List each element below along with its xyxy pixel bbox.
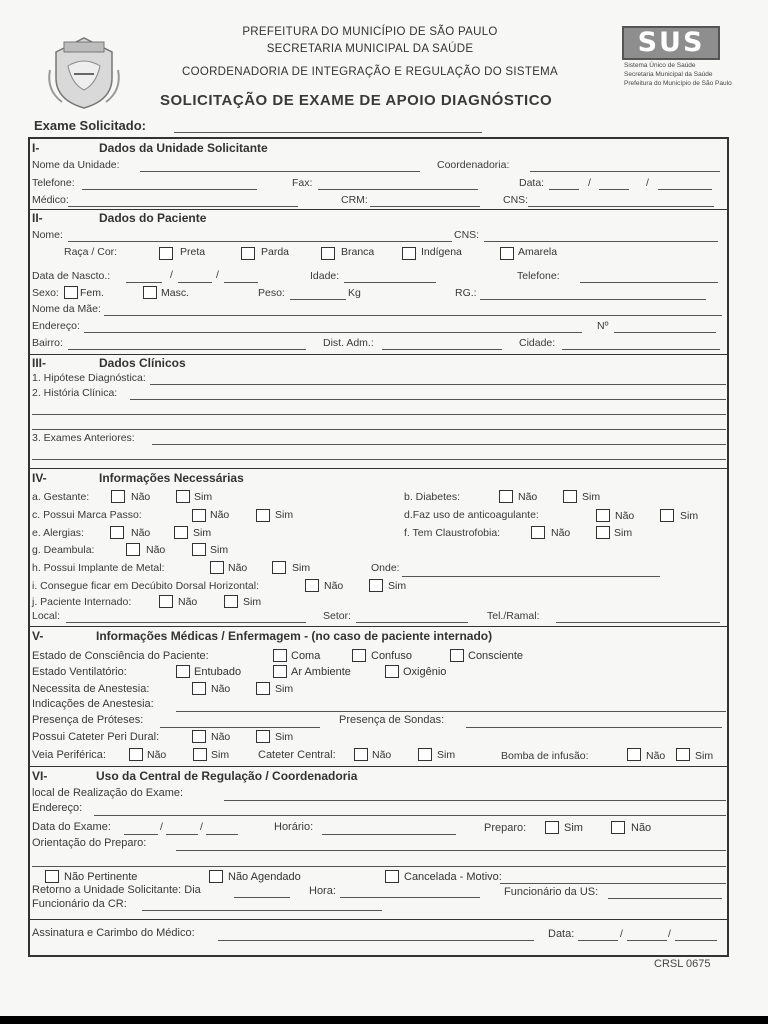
exam-time-field[interactable] <box>322 834 456 835</box>
exam-address-label: Endereço: <box>32 802 83 814</box>
metal-implant-yes-label: Sim <box>292 562 311 574</box>
section-2-title: Dados do Paciente <box>99 211 207 225</box>
anesthesia-no-label: Não <box>211 683 231 695</box>
epidural-no-checkbox[interactable] <box>192 730 206 743</box>
allergies-yes-label: Sim <box>193 527 212 539</box>
diagnosis-hypothesis-field[interactable] <box>150 384 726 385</box>
inpatient-no-checkbox[interactable] <box>159 595 173 608</box>
allergies-label: e. Alergias: <box>32 527 84 539</box>
anesthesia-indications-label: Indicações de Anestesia: <box>32 698 154 710</box>
not-scheduled-checkbox[interactable] <box>209 870 223 883</box>
previous-exams-label: 3. Exames Anteriores: <box>32 432 135 444</box>
anesthesia-needed-label: Necessita de Anestesia: <box>32 683 150 695</box>
patient-cns-field[interactable] <box>484 241 718 242</box>
walks-no-label: Não <box>146 544 166 556</box>
race-preta-checkbox[interactable] <box>159 247 173 260</box>
clinical-history-line-3[interactable] <box>32 429 726 430</box>
allergies-no-checkbox[interactable] <box>110 526 124 539</box>
clinical-history-line-2[interactable] <box>32 414 726 415</box>
central-catheter-no-label: Não <box>372 749 392 761</box>
inpatient-label: j. Paciente Internado: <box>32 596 132 608</box>
peripheral-vein-yes-label: Sim <box>211 749 230 761</box>
cr-employee-field[interactable] <box>142 910 382 911</box>
weight-unit: Kg <box>348 287 361 299</box>
coordination-label: Coordenadoria: <box>437 159 510 171</box>
exam-location-label: local de Realização do Exame: <box>32 787 184 799</box>
rg-field[interactable] <box>480 299 706 300</box>
race-preta-label: Preta <box>180 246 206 258</box>
exam-month-field[interactable] <box>166 834 198 835</box>
address-number-label: Nº <box>597 320 609 332</box>
return-time-field[interactable] <box>340 897 480 898</box>
diagnosis-hypothesis-label: 1. Hipótese Diagnóstica: <box>32 372 146 384</box>
preparation-guidance-line-2[interactable] <box>32 866 726 867</box>
race-label: Raça / Cor: <box>64 246 118 258</box>
consciousness-coma-label: Coma <box>291 650 321 662</box>
cr-employee-label: Funcionário da CR: <box>32 898 127 910</box>
sus-subtitle-2: Secretaria Municipal da Saúde <box>624 71 713 78</box>
preparation-guidance-field[interactable] <box>176 850 726 851</box>
signature-year-field[interactable] <box>675 940 717 941</box>
race-indigena-checkbox[interactable] <box>402 247 416 260</box>
claustrophobia-no-label: Não <box>551 527 571 539</box>
district-field[interactable] <box>382 349 502 350</box>
diabetes-label: b. Diabetes: <box>404 491 461 503</box>
age-label: Idade: <box>310 270 340 282</box>
anticoagulant-no-label: Não <box>615 510 635 522</box>
claustrophobia-yes-checkbox[interactable] <box>596 526 610 539</box>
location-field[interactable] <box>66 622 306 623</box>
diabetes-no-label: Não <box>518 491 538 503</box>
unit-date-slash-1: / <box>588 177 591 189</box>
section-divider <box>28 354 729 355</box>
unit-name-field[interactable] <box>140 171 420 172</box>
supine-position-no-checkbox[interactable] <box>305 579 319 592</box>
coordination-field[interactable] <box>530 171 720 172</box>
rg-label: RG.: <box>455 287 477 299</box>
unit-phone-field[interactable] <box>82 189 257 190</box>
infusion-pump-no-label: Não <box>646 750 666 762</box>
claustrophobia-label: f. Tem Claustrofobia: <box>404 527 501 539</box>
anesthesia-yes-checkbox[interactable] <box>256 682 270 695</box>
section-1-number: I- <box>32 141 40 155</box>
section-1-title: Dados da Unidade Solicitante <box>99 141 268 155</box>
birth-date-slash-1: / <box>170 269 173 281</box>
exam-address-field[interactable] <box>94 815 726 816</box>
neighborhood-field[interactable] <box>68 349 306 350</box>
exam-location-field[interactable] <box>224 800 726 801</box>
city-label: Cidade: <box>519 337 556 349</box>
ventilation-room-air-label: Ar Ambiente <box>291 666 351 678</box>
anticoagulant-no-checkbox[interactable] <box>596 509 610 522</box>
location-label: Local: <box>32 610 61 622</box>
sus-subtitle-1: Sistema Único de Saúde <box>624 62 696 69</box>
infusion-pump-yes-checkbox[interactable] <box>676 748 690 761</box>
section-5-number: V- <box>32 629 44 643</box>
exam-requested-field[interactable] <box>174 132 482 133</box>
header-line-2: SECRETARIA MUNICIPAL DA SAÚDE <box>266 43 474 55</box>
neighborhood-label: Bairro: <box>32 337 63 349</box>
address-label: Endereço: <box>32 320 80 332</box>
scan-bottom-edge <box>0 1016 768 1024</box>
unit-date-year-field[interactable] <box>658 189 712 190</box>
anesthesia-yes-label: Sim <box>275 683 294 695</box>
city-field[interactable] <box>562 349 720 350</box>
address-number-field[interactable] <box>614 332 716 333</box>
preparation-yes-checkbox[interactable] <box>545 821 559 834</box>
unit-phone-label: Telefone: <box>32 177 75 189</box>
unit-date-month-field[interactable] <box>599 189 629 190</box>
us-employee-label: Funcionário da US: <box>504 886 599 898</box>
signature-day-field[interactable] <box>578 940 618 941</box>
metal-implant-no-label: Não <box>228 562 248 574</box>
pacemaker-no-checkbox[interactable] <box>192 509 206 522</box>
exam-date-slash-2: / <box>200 821 203 833</box>
prostheses-field[interactable] <box>160 727 320 728</box>
supine-position-yes-label: Sim <box>388 580 407 592</box>
patient-name-label: Nome: <box>32 229 63 241</box>
header-line-3: COORDENADORIA DE INTEGRAÇÃO E REGULAÇÃO DO SISTEMA <box>181 66 559 78</box>
section-3-title: Dados Clínicos <box>99 356 186 370</box>
inpatient-yes-checkbox[interactable] <box>224 595 238 608</box>
claustrophobia-yes-label: Sim <box>614 527 633 539</box>
central-catheter-yes-checkbox[interactable] <box>418 748 432 761</box>
pregnant-yes-checkbox[interactable] <box>176 490 190 503</box>
pregnant-yes-label: Sim <box>194 491 213 503</box>
section-divider <box>28 209 729 210</box>
phone-extension-field[interactable] <box>556 622 720 623</box>
return-day-field[interactable] <box>234 897 290 898</box>
section-6-number: VI- <box>32 769 48 783</box>
diabetes-no-checkbox[interactable] <box>499 490 513 503</box>
previous-exams-field[interactable] <box>152 444 726 445</box>
preparation-guidance-label: Orientação do Preparo: <box>32 837 147 849</box>
epidural-catheter-label: Possui Cateter Peri Dural: <box>32 731 160 743</box>
preparation-label: Preparo: <box>484 822 527 834</box>
central-catheter-yes-label: Sim <box>437 749 456 761</box>
peripheral-vein-no-checkbox[interactable] <box>129 748 143 761</box>
anticoagulant-label: d.Faz uso de anticoagulante: <box>404 509 539 521</box>
unit-name-label: Nome da Unidade: <box>32 159 120 171</box>
pregnant-label: a. Gestante: <box>32 491 90 503</box>
section-divider <box>28 766 729 767</box>
sex-label: Sexo: <box>32 287 59 299</box>
exam-day-field[interactable] <box>124 834 158 835</box>
birth-month-field[interactable] <box>178 282 212 283</box>
anticoagulant-yes-label: Sim <box>680 510 699 522</box>
return-time-label: Hora: <box>309 885 336 897</box>
sus-logo: SUS <box>622 26 720 60</box>
walks-label: g. Deambula: <box>32 544 95 556</box>
patient-phone-label: Telefone: <box>517 270 560 282</box>
pacemaker-yes-checkbox[interactable] <box>256 509 270 522</box>
section-3-number: III- <box>32 356 46 370</box>
fax-label: Fax: <box>292 177 313 189</box>
signature-field[interactable] <box>218 940 534 941</box>
page-title: SOLICITAÇÃO DE EXAME DE APOIO DIAGNÓSTICO <box>160 92 553 109</box>
unit-date-day-field[interactable] <box>549 189 579 190</box>
clinical-history-label: 2. História Clínica: <box>32 387 118 399</box>
anesthesia-no-checkbox[interactable] <box>192 682 206 695</box>
infusion-pump-label: Bomba de infusão: <box>501 750 589 762</box>
age-field[interactable] <box>344 282 436 283</box>
patient-name-field[interactable] <box>68 241 452 242</box>
inpatient-no-label: Não <box>178 596 198 608</box>
supine-position-yes-checkbox[interactable] <box>369 579 383 592</box>
ventilation-room-air-checkbox[interactable] <box>273 665 287 678</box>
walks-yes-label: Sim <box>210 544 229 556</box>
anticoagulant-yes-checkbox[interactable] <box>660 509 674 522</box>
section-4-title: Informações Necessárias <box>99 471 244 485</box>
form-code: CRSL 0675 <box>654 958 711 970</box>
preparation-yes-label: Sim <box>564 822 583 834</box>
diabetes-yes-label: Sim <box>582 491 601 503</box>
city-coat-of-arms-icon <box>44 30 124 110</box>
exam-year-field[interactable] <box>206 834 238 835</box>
unit-date-slash-2: / <box>646 177 649 189</box>
supine-position-label: i. Consegue ficar em Decúbito Dorsal Horizontal: <box>32 580 260 592</box>
peripheral-vein-yes-checkbox[interactable] <box>193 748 207 761</box>
crm-field[interactable] <box>370 206 480 207</box>
consciousness-conscious-label: Consciente <box>468 650 524 662</box>
exam-requested-label: Exame Solicitado: <box>34 118 146 133</box>
metal-implant-label: h. Possui Implante de Metal: <box>32 562 165 574</box>
exam-time-label: Horário: <box>274 821 314 833</box>
sus-subtitle-3: Prefeitura do Município de São Paulo <box>624 80 732 87</box>
section-divider <box>28 626 729 627</box>
birth-date-label: Data de Nascto.: <box>32 270 111 282</box>
anesthesia-indications-field[interactable] <box>176 711 726 712</box>
preparation-no-checkbox[interactable] <box>611 821 625 834</box>
not-pertinent-checkbox[interactable] <box>45 870 59 883</box>
consciousness-conscious-checkbox[interactable] <box>450 649 464 662</box>
infusion-pump-no-checkbox[interactable] <box>627 748 641 761</box>
race-amarela-checkbox[interactable] <box>500 247 514 260</box>
exam-date-label: Data do Exame: <box>32 821 111 833</box>
infusion-pump-yes-label: Sim <box>695 750 714 762</box>
preparation-no-label: Não <box>631 822 652 834</box>
not-scheduled-label: Não Agendado <box>228 871 301 883</box>
race-amarela-label: Amarela <box>518 246 558 258</box>
pacemaker-yes-label: Sim <box>275 509 294 521</box>
us-employee-field[interactable] <box>608 898 722 899</box>
consciousness-label: Estado de Consciência do Paciente: <box>32 650 209 662</box>
sector-field[interactable] <box>356 622 468 623</box>
inpatient-yes-label: Sim <box>243 596 262 608</box>
doctor-field[interactable] <box>68 206 298 207</box>
walks-yes-checkbox[interactable] <box>192 543 206 556</box>
sex-masc-checkbox[interactable] <box>143 286 157 299</box>
sector-label: Setor: <box>323 610 352 622</box>
doctor-label: Médico: <box>32 194 69 206</box>
epidural-no-label: Não <box>211 731 231 743</box>
fax-field[interactable] <box>318 189 478 190</box>
phone-extension-label: Tel./Ramal: <box>487 610 540 622</box>
cancelled-reason-field[interactable] <box>500 883 726 884</box>
pregnant-no-checkbox[interactable] <box>111 490 125 503</box>
ventilation-intubated-label: Entubado <box>194 666 242 678</box>
race-parda-label: Parda <box>261 246 290 258</box>
implant-location-label: Onde: <box>371 562 400 574</box>
metal-implant-no-checkbox[interactable] <box>210 561 224 574</box>
birth-day-field[interactable] <box>126 282 162 283</box>
tubes-field[interactable] <box>466 727 722 728</box>
pacemaker-label: c. Possui Marca Passo: <box>32 509 142 521</box>
clinical-history-field[interactable] <box>130 399 726 400</box>
mother-name-field[interactable] <box>104 315 722 316</box>
ventilation-oxygen-checkbox[interactable] <box>385 665 399 678</box>
not-pertinent-label: Não Pertinente <box>64 871 138 883</box>
patient-cns-label: CNS: <box>454 229 480 241</box>
race-branca-label: Branca <box>341 246 375 258</box>
pregnant-no-label: Não <box>131 491 151 503</box>
signature-month-field[interactable] <box>627 940 667 941</box>
consciousness-confused-checkbox[interactable] <box>352 649 366 662</box>
epidural-yes-checkbox[interactable] <box>256 730 270 743</box>
district-label: Dist. Adm.: <box>323 337 374 349</box>
header-line-1: PREFEITURA DO MUNICÍPIO DE SÃO PAULO <box>242 26 498 38</box>
sex-fem-checkbox[interactable] <box>64 286 78 299</box>
tubes-label: Presença de Sondas: <box>339 714 445 726</box>
allergies-yes-checkbox[interactable] <box>174 526 188 539</box>
section-4-number: IV- <box>32 471 47 485</box>
ventilation-intubated-checkbox[interactable] <box>176 665 190 678</box>
unit-date-label: Data: <box>519 177 545 189</box>
birth-year-field[interactable] <box>224 282 258 283</box>
race-branca-checkbox[interactable] <box>321 247 335 260</box>
mother-name-label: Nome da Mãe: <box>32 303 101 315</box>
exam-date-slash-1: / <box>160 821 163 833</box>
weight-label: Peso: <box>258 287 285 299</box>
cancelled-checkbox[interactable] <box>385 870 399 883</box>
consciousness-coma-checkbox[interactable] <box>273 649 287 662</box>
prostheses-label: Presença de Próteses: <box>32 714 144 726</box>
consciousness-confused-label: Confuso <box>371 650 412 662</box>
pacemaker-no-label: Não <box>210 509 230 521</box>
central-catheter-label: Cateter Central: <box>258 749 336 761</box>
central-catheter-no-checkbox[interactable] <box>354 748 368 761</box>
return-day-label: Retorno a Unidade Solicitante: Dia <box>32 884 201 896</box>
implant-location-field[interactable] <box>402 576 660 577</box>
claustrophobia-no-checkbox[interactable] <box>531 526 545 539</box>
sex-masc-label: Masc. <box>161 287 190 299</box>
crm-label: CRM: <box>341 194 368 206</box>
signature-date-slash-2: / <box>668 928 671 940</box>
signature-label: Assinatura e Carimbo do Médico: <box>32 927 195 939</box>
section-divider <box>28 468 729 469</box>
section-6-title: Uso da Central de Regulação / Coordenadoria <box>96 769 358 783</box>
section-divider <box>28 919 729 920</box>
peripheral-vein-no-label: Não <box>147 749 167 761</box>
address-field[interactable] <box>84 332 582 333</box>
doctor-cns-field[interactable] <box>528 206 714 207</box>
signature-date-slash-1: / <box>620 928 623 940</box>
patient-phone-field[interactable] <box>580 282 718 283</box>
weight-field[interactable] <box>290 299 346 300</box>
signature-date-label: Data: <box>548 928 575 940</box>
ventilation-label: Estado Ventilatório: <box>32 666 127 678</box>
doctor-cns-label: CNS: <box>503 194 529 206</box>
allergies-no-label: Não <box>131 527 151 539</box>
sex-fem-label: Fem. <box>80 287 104 299</box>
walks-no-checkbox[interactable] <box>126 543 140 556</box>
race-parda-checkbox[interactable] <box>241 247 255 260</box>
race-indigena-label: Indígena <box>421 246 462 258</box>
ventilation-oxygen-label: Oxigênio <box>403 666 447 678</box>
section-5-title: Informações Médicas / Enfermagem - (no caso de paciente internado) <box>96 629 493 643</box>
section-2-number: II- <box>32 211 43 225</box>
previous-exams-line-2[interactable] <box>32 459 726 460</box>
cancelled-reason-label: Cancelada - Motivo: <box>404 871 502 883</box>
supine-position-no-label: Não <box>324 580 344 592</box>
diabetes-yes-checkbox[interactable] <box>563 490 577 503</box>
metal-implant-yes-checkbox[interactable] <box>272 561 286 574</box>
peripheral-vein-label: Veia Periférica: <box>32 749 106 761</box>
epidural-yes-label: Sim <box>275 731 294 743</box>
birth-date-slash-2: / <box>216 269 219 281</box>
